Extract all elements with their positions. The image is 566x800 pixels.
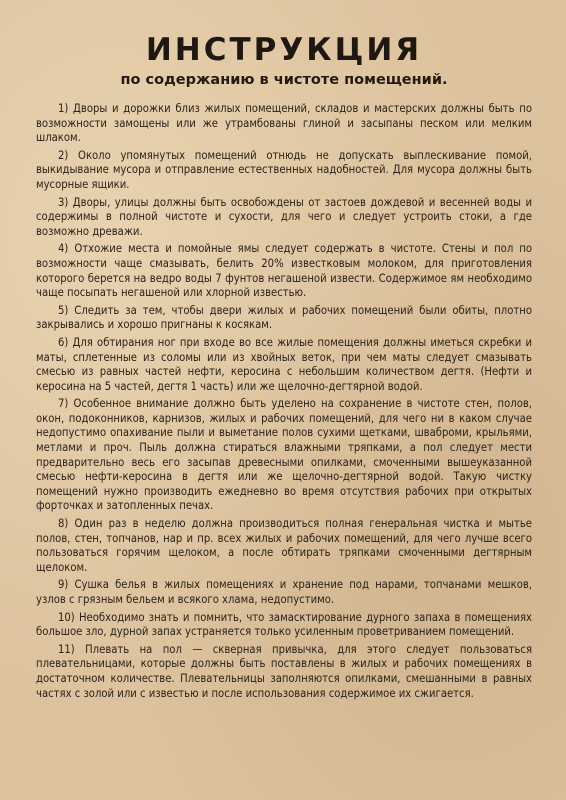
paragraph-8: 8) Один раз в неделю должна производиться полная генеральная чистка и мытье полов, стен, топчанов, нар и пр. всех жилых и рабочих помещений, для чего лучше всего пользоваться горячим щелоком, а после обтирать тряпками смоченными дегтярным щелоком.	[36, 517, 532, 574]
paragraph-11: 11) Плевать на пол — скверная привычка, для этого следует пользоваться плевательницами, которые должны быть поставлены в жилых и рабочих помещениях в достаточном количестве. Плевательницы заполняются опилками, смешанными в равных частях с золой или с известью и после использования содержимое их сжигается.	[36, 642, 532, 700]
paragraph-3: 3) Дворы, улицы должны быть освобождены от застоев дождевой и весенней воды и содержимы в полной чистоте и сухости, для чего и следует устроить стоки, а где возможно древажи.	[36, 195, 532, 238]
paragraph-4: 4) Отхожие места и помойные ямы следует содержать в чистоте. Стены и пол по возможности чаще смазывать, белить 20% известковым молоком, для приготовления которого берется на ведро воды 7 фунтов негашеной извести. Содержимое ям необходимо чаще посыпать негашеной или хлорной известью.	[36, 242, 532, 300]
paragraph-7: 7) Особенное внимание должно быть уделено на сохранение в чистоте стен, полов, окон, подоконников, карнизов, жилых и рабочих помещений, для чего ни в каком случае недопустимо опахивание пыли и выметание полов сухими щетками, шваброми, крыльями, метлами и проч. Пыль должна стираться влажными тряпками, а пол следует мести предварительно весь его засыпав древесными опилками, смоченными вышеуказанной смесью нефти-керосина в дегтя или же щелочно-дегтярной водой. Такую чистку помещений нужно производить ежедневно во время отсутствия рабочих при открытых форточках и затопленных печах.	[36, 397, 532, 513]
paragraph-10: 10) Необходимо знать и помнить, что замасктирование дурного запаха в помещениях большое зло, дурной запах устраняется только усиленным проветриванием помещений.	[36, 610, 532, 639]
document-subtitle: по содержанию в чистоте помещений.	[120, 72, 448, 88]
paragraph-2: 2) Около упомянутых помещений отнюдь не допускать выплескивание помой, выкидывание мусора и отправление естественных надобностей. Для мусора должны быть мусорные ящики.	[36, 148, 532, 191]
paragraph-9: 9) Сушка белья в жилых помещениях и хранение под нарами, топчанами мешков, узлов с грязным бельем и всякого хлама, недопустимо.	[36, 578, 532, 606]
paragraph-5: 5) Следить за тем, чтобы двери жилых и рабочих помещений были обиты, плотно закрывались и хорошо пригнаны к косякам.	[36, 303, 532, 332]
paragraph-1: 1) Дворы и дорожки близ жилых помещений, складов и мастерских должны быть по возможности замощены или же утрамбованы глиной и засыпаны песком или мелким шлаком.	[36, 102, 532, 145]
paragraph-6: 6) Для обтирания ног при входе во все жилые помещения должны иметься скребки и маты, сплетенные из соломы или из хвойных веток, при чем маты следует смазывать смесью из равных частей нефти, керосина с небольшим количеством дегтя. (Нефти и керосина на 5 частей, дегтя 1 часть) или же щелочно-дегтярной водой.	[36, 335, 532, 393]
document-title: ИНСТРУКЦИЯ	[145, 32, 423, 68]
document-body	[36, 102, 532, 701]
